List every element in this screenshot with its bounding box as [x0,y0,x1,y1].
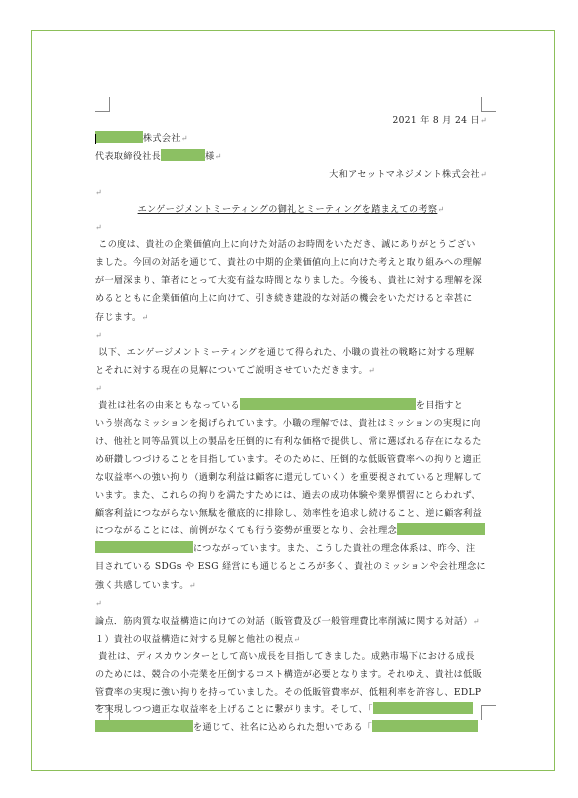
section-heading: 論点．筋肉質な収益構造に向けての対話（販管費及び一般管理費比率削減に関する対話）↵ [95,616,480,627]
paragraph-line: いう崇高なミッションを掲げられています。小職の理解では、貴社はミッションの実現に向 [95,419,481,430]
paragraph-line: につながっています。また、こうした貴社の理念体系は、昨今、注 [95,541,487,559]
redacted-company-name [95,131,143,143]
paragraph-line: 存じます。↵ [95,312,149,323]
paragraph-line: け、他社と同等品質以上の製品を圧倒的に有利な価格で提供し、常に選ばれる存在になるた [95,437,482,448]
paragraph-line: が一層深まり、筆者にとって大変有益な時間となりました。今後も、貴社に対する理解を深 [95,276,483,287]
redacted-company-mission [240,398,416,410]
empty-line: ↵ [95,187,103,197]
document-title: エンゲージメントミーティングの御礼とミーティングを踏まえての考察 [137,205,438,216]
redacted-initiative-cont [95,720,193,732]
sender: 大和アセットマネジメント株式会社 [329,169,480,180]
date: 2021 年 8 月 24 日 [392,116,480,126]
paragraph-line: め研鑽しつづけることを目指しています。そのために、圧倒的な低販管費率への拘りと適正 [95,454,482,465]
paragraph-line: 貴社は、ディスカウンターとして高い成長を目指してきました。成熟市場下における成長 [98,651,475,662]
paragraph-line: 目されている SDGs や ESG 経営にも通じるところが多く、貴社のミッションや会社理念に [95,562,486,573]
redacted-company-intent [372,720,478,732]
redacted-company-philosophy [397,523,485,535]
subsection-heading: １）貴社の収益構造に対する見解と他社の視点↵ [95,634,301,645]
redacted-company-philosophy-cont [95,541,193,553]
paragraph-line: 顧客利益につながらない無駄を徹底的に排除し、効率性を追求し続けること、逆に顧客利益 [95,508,483,519]
empty-line: ↵ [95,599,103,609]
paragraph-line: につながることには、前例がなくても行う姿勢が重要となり、会社理念 [95,523,487,541]
paragraph-line: を通じて、社名に込められた想いである「 [95,720,487,738]
paragraph-line: ました。今回の対話を通じて、貴社の中期的企業価値向上に向けた考えと取り組みへの理解 [95,258,482,269]
paragraph-line: 強く共感しています。↵ [95,581,196,592]
recipient-honorific: 様 [205,151,215,162]
paragraph-line: います。また、これらの拘りを満たすためには、過去の成功体験や業界慣習にとらわれず、 [95,490,481,501]
recipient-company-suffix: 株式会社 [143,133,181,144]
paragraph-line: な収益率への強い拘り（過剰な利益は顧客に還元していく）を重要視されていると理解して [95,472,483,483]
paragraph-line: とそれに対する現在の見解についてご説明させていただきます。↵ [95,366,376,377]
empty-line: ↵ [95,384,103,394]
text-cursor [95,134,96,144]
empty-line: ↵ [95,330,103,340]
margin-corner-top-right [481,97,496,112]
paragraph-line: めるとともに企業価値向上に向けて、引き続き建設的な対話の機会をいただけると幸甚に [95,293,473,304]
margin-corner-top-left [95,97,110,112]
redacted-initiative [373,702,473,714]
paragraph-line: 以下、エンゲージメントミーティングを通じて得られた、小職の貴社の戦略に対する理解 [98,347,475,358]
document-title-line: エンゲージメントミーティングの御礼とミーティングを踏まえての考察↵ [137,205,445,216]
paragraph-line: を実現しつつ適正な収益率を上げることに繋がります。そして、「 [95,702,487,720]
recipient-name-line: 代表取締役社長 様↵ [95,148,487,166]
redacted-recipient-name [161,149,205,161]
paragraph-line: 管費率の実現に強い拘りを持っていました。その低販管費率が、低粗利率を許容し、EDLP [95,687,482,698]
empty-line: ↵ [95,223,103,233]
recipient-company-line: 株式会社↵ [95,130,487,148]
paragraph-line: この度は、貴社の企業価値向上に向けた対話のお時間をいただき、誠にありがとうござい [98,240,476,251]
date-line: 2021 年 8 月 24 日↵ [392,116,487,126]
recipient-title: 代表取締役社長 [95,151,162,162]
document-body[interactable] [95,112,487,738]
paragraph-line: 貴社は社名の由来ともなっている を目指すと [95,398,487,416]
sender-line: 大和アセットマネジメント株式会社↵ [329,169,487,180]
paragraph-line: のためには、競合の小売業を圧倒するコスト構造が必要となります。それゆえ、貴社は低販 [95,669,483,680]
